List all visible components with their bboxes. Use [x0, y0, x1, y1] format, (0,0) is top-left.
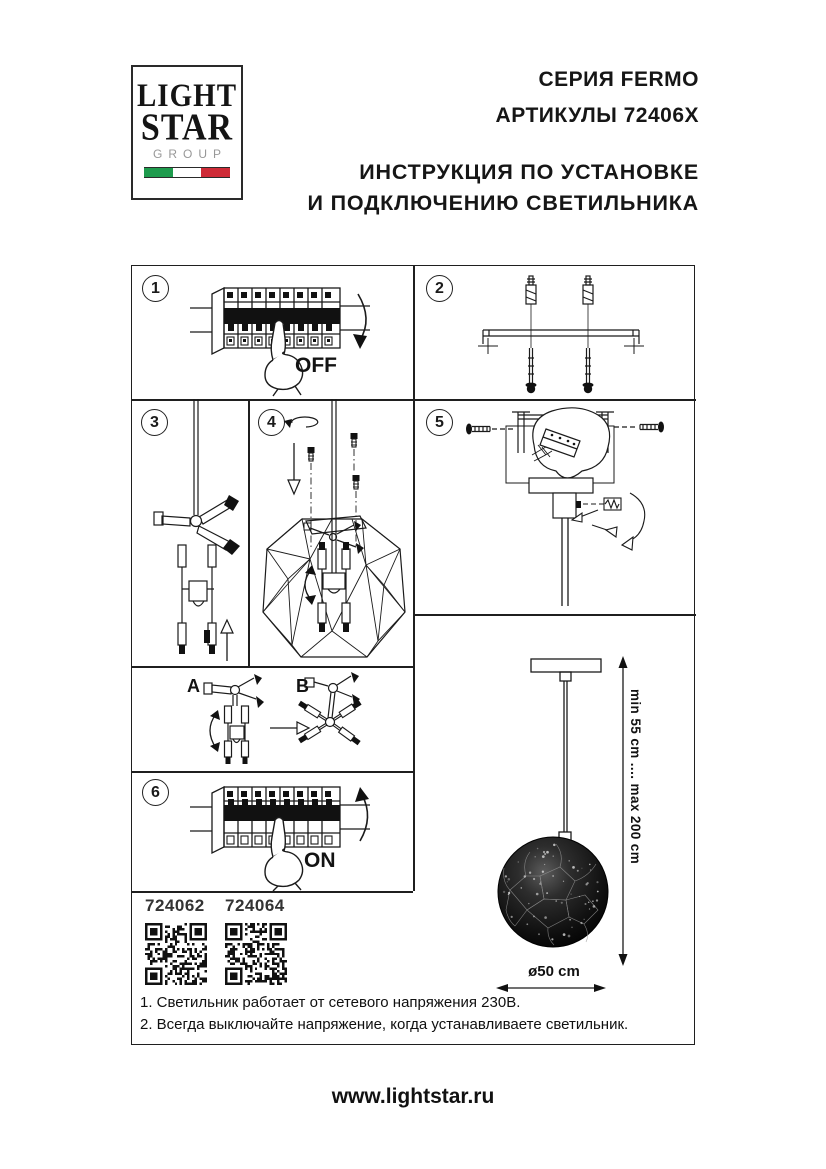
rotate-arrow-icon: [305, 565, 316, 605]
breaker-on-drawing: [188, 775, 388, 891]
canopy-mounting-drawing: [414, 399, 696, 614]
step2-number: 2: [435, 279, 444, 297]
logo-word-light: LIGHT: [136, 78, 238, 114]
flag-white: [173, 168, 202, 177]
step5-number: 5: [435, 413, 444, 431]
assembled-lamp-drawing: [414, 614, 696, 1046]
variant-a-label: A: [187, 676, 200, 696]
mounting-hardware-drawing: [414, 266, 696, 399]
note-1: 1. Светильник работает от сетевого напряжения 230В.: [140, 994, 521, 1011]
safety-notes: [140, 992, 688, 1036]
diameter-label: ø50 cm: [528, 963, 580, 980]
spider-assembly-drawing: [132, 399, 248, 666]
step4-panel: [248, 399, 413, 666]
height-range-label: min 55 cm .... max 200 cm: [628, 689, 643, 865]
arrow-right-icon: [270, 722, 309, 734]
header: [308, 62, 699, 219]
step6-label-on: ON: [304, 849, 336, 872]
height-dimension-line: [619, 656, 628, 966]
qr-code-724062: [145, 923, 207, 985]
logo-word-group: GROUP: [152, 147, 227, 161]
breaker-off-drawing: [188, 276, 388, 397]
rotate-arrow-icon: [210, 710, 220, 752]
step1-panel: [132, 266, 413, 399]
product-code-1: 724062: [145, 896, 205, 915]
instruction-title: [308, 157, 699, 219]
step5-panel: [414, 399, 696, 614]
step4-number: 4: [267, 413, 276, 431]
flag-green: [144, 168, 173, 177]
diameter-dimension-line: [496, 984, 606, 992]
instruction-title-line1: ИНСТРУКЦИЯ ПО УСТАНОВКЕ: [359, 160, 699, 184]
flag-red: [201, 168, 230, 177]
arrow-down-icon: [353, 294, 367, 349]
note-2: 2. Всегда выключайте напряжение, когда устанавливаете светильник.: [140, 1016, 629, 1033]
italian-flag-icon: [144, 167, 230, 178]
website-url: www.lightstar.ru: [331, 1085, 495, 1108]
step1-number: 1: [151, 279, 160, 297]
instruction-title-line2: И ПОДКЛЮЧЕНИЮ СВЕТИЛЬНИКА: [307, 191, 699, 215]
series-title: СЕРИЯ FERMO: [538, 68, 699, 91]
qr-code-724064: [225, 923, 287, 985]
variant-ab-panel: [132, 666, 413, 771]
step2-panel: [414, 266, 696, 399]
shade-assembly-drawing: [248, 399, 413, 666]
product-codes-panel: [132, 891, 413, 1001]
spider-fold-drawing: [132, 666, 413, 771]
arrow-up-icon: [221, 620, 233, 661]
lamp-dimensions-panel: [414, 614, 696, 1046]
step3-number: 3: [150, 413, 159, 431]
step1-label-off: OFF: [295, 354, 337, 377]
logo-word-star: STAR: [140, 106, 234, 149]
variant-b-label: B: [296, 676, 309, 696]
arrow-up-icon: [355, 787, 369, 841]
step6-panel: [132, 771, 413, 891]
product-code-2: 724064: [225, 896, 285, 915]
step3-panel: [132, 399, 248, 666]
pointing-hand-icon: [265, 818, 303, 892]
articles-title: АРТИКУЛЫ 72406X: [495, 104, 699, 127]
step6-number: 6: [151, 783, 160, 801]
rotate-arrow-icon: [284, 419, 292, 428]
instruction-grid: [131, 265, 695, 1045]
lightstar-logo: [131, 65, 243, 200]
